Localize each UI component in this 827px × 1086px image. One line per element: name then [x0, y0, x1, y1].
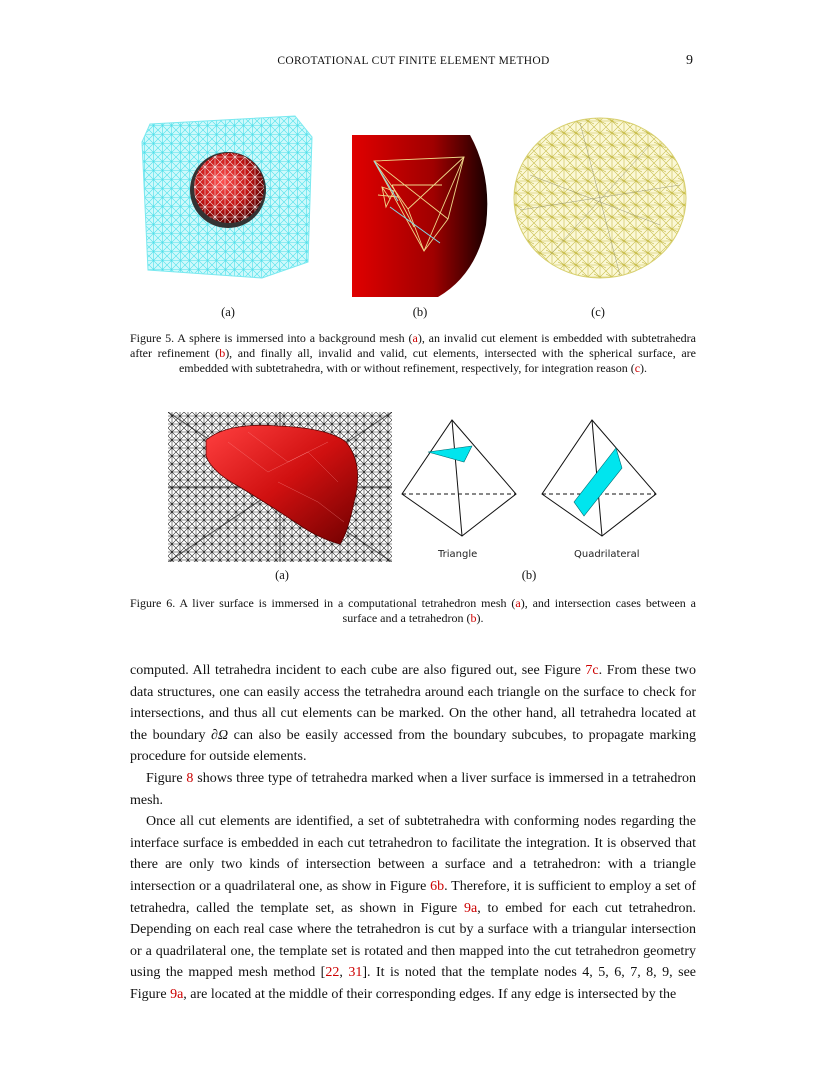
figure6-caption	[130, 596, 696, 626]
caption-text: ).	[640, 360, 648, 375]
figure5a-sphere-in-mesh	[140, 112, 318, 280]
paragraph-text: can also be easily accessed from the boundary subcubes, to propagate marking procedure for outside elements.	[130, 727, 696, 765]
running-head: COROTATIONAL CUT FINITE ELEMENT METHOD	[277, 55, 550, 67]
paragraph-text: Figure	[146, 770, 187, 786]
figure-link[interactable]: 8	[186, 770, 194, 786]
paragraph-text: ]. It is noted that the template nodes 4, 5, 6, 7, 8, 9, see Figure	[130, 965, 697, 1002]
quadrilateral-intersection-diagram	[542, 420, 656, 560]
subfigure-link[interactable]: b	[219, 345, 226, 360]
paragraph-text: , are located at the middle of their corresponding edges. If any edge is intersected by the	[183, 986, 677, 1002]
paragraph-2	[130, 768, 696, 811]
paragraph-text: shows three type of tetrahedra marked when a liver surface is immersed in a tetrahedron mesh.	[130, 770, 696, 808]
figure-link[interactable]: 7c	[585, 663, 599, 678]
figure5-label-a: (a)	[221, 305, 235, 319]
caption-text: ), and finally all, invalid and valid, cut elements, intersected with the spherical surface, are embedded with subtetrahedra, with or without refinement, respectively, for integration reason (	[178, 345, 696, 375]
citation-link[interactable]: 31	[348, 965, 363, 981]
figure5b-cut-element	[352, 135, 492, 297]
paragraph-text: . From these two data structures, one can easily access the tetrahedra around each triangle on the surface to check for intersections, and thus all cut elements can be marked. On the other hand, all tetrahedra located at the boundary	[130, 663, 696, 743]
paragraph-1	[130, 660, 696, 768]
caption-text: Figure 5. A sphere is immersed into a background mesh (	[130, 331, 413, 345]
caption-text: Figure 6. A liver surface is immersed in a computational tetrahedron mesh (	[130, 596, 516, 610]
figure6b-intersection-cases	[398, 414, 660, 562]
paragraph-text: computed. All tetrahedra incident to each cube are also figured out, see Figure	[130, 663, 586, 678]
page-number: 9	[686, 53, 693, 68]
figure5c-embedded-subtetrahedra	[510, 115, 690, 281]
body-text	[130, 660, 696, 1006]
figure6a-liver-in-mesh	[168, 412, 392, 562]
figure-link[interactable]: 6b	[430, 878, 445, 894]
figure6-label-b: (b)	[521, 568, 537, 582]
figure-link[interactable]: 9a	[170, 986, 184, 1002]
citation-link[interactable]: 22	[325, 965, 340, 981]
caption-text: ), and intersection cases between a surface and a tetrahedron (	[342, 596, 696, 625]
paragraph-3	[130, 811, 696, 1005]
quadrilateral-label: Quadrilateral	[574, 549, 640, 560]
triangle-label: Triangle	[438, 549, 478, 560]
page-header	[0, 53, 827, 71]
figure-link[interactable]: 9a	[464, 900, 478, 916]
caption-text: ), an invalid cut element is embedded with subtetrahedra after refinement (	[130, 331, 696, 360]
caption-text: ).	[476, 610, 484, 625]
figure5-label-c: (c)	[591, 305, 605, 319]
subfigure-link[interactable]: a	[515, 596, 521, 610]
figure6-label-a: (a)	[275, 568, 289, 582]
paragraph-text: ,	[339, 965, 349, 981]
triangle-intersection-diagram	[402, 420, 516, 560]
subfigure-link[interactable]: c	[634, 360, 641, 375]
subfigure-link[interactable]: a	[412, 331, 418, 345]
paragraph-text: Once all cut elements are identified, a set of subtetrahedra with conforming nodes regarding the interface surface is embedded in each cut tetrahedron to facilitate the integration. It is observed that there are only two kinds of intersection between a surface and a tetrahedron: with a triangle intersection or a quadrilateral one, as show in Figure	[130, 814, 696, 894]
paragraph-text: . Therefore, it is sufficient to employ a set of tetrahedra, called the template set, as shown in Figure	[130, 878, 696, 916]
paragraph-text: , to embed for each cut tetrahedron. Depending on each real case where the tetrahedron is cut by a surface with a triangular intersection or a quadrilateral one, the template set is rotated and then mapped into the cut tetrahedron geometry using the mapped mesh method [	[130, 900, 696, 981]
figure5-label-b: (b)	[412, 305, 428, 319]
subfigure-link[interactable]: b	[470, 610, 477, 625]
math-boundary: ∂Ω	[211, 727, 229, 743]
figure5-caption	[130, 331, 696, 375]
